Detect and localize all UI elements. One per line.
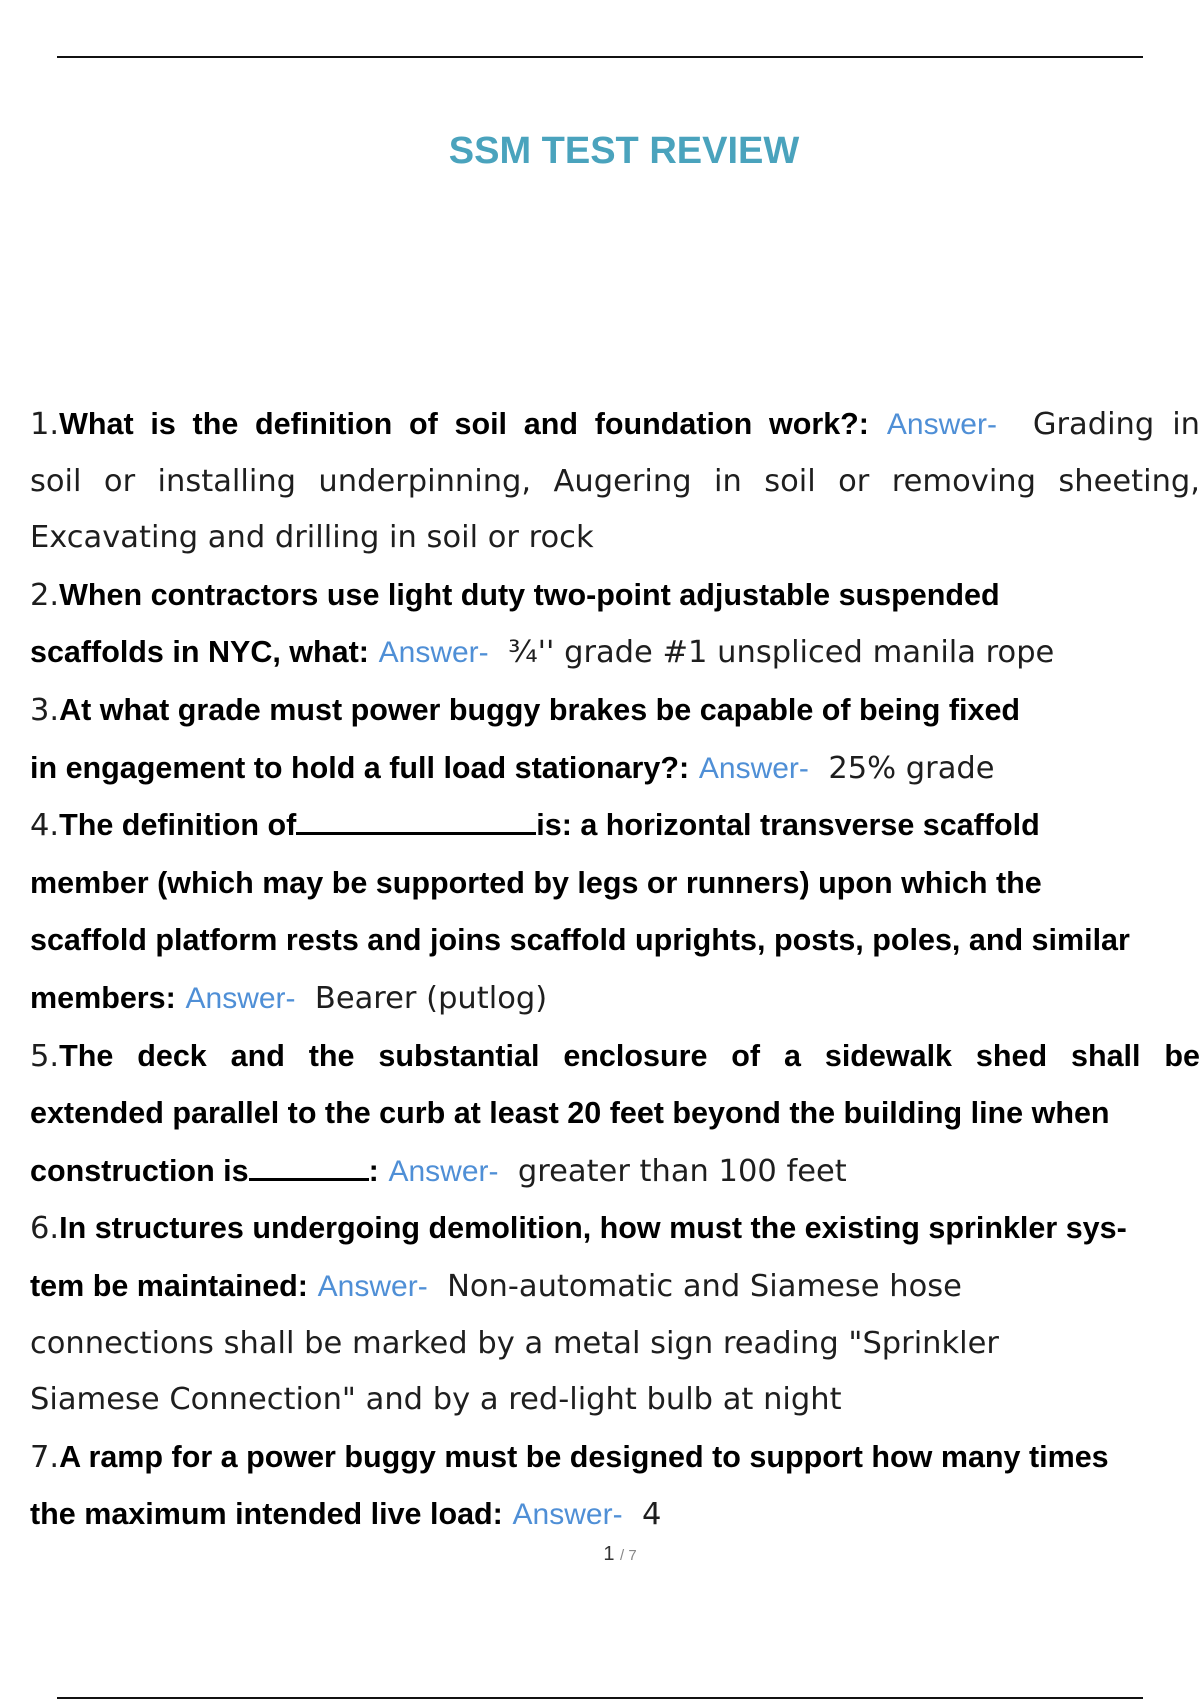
answer-label: Answer- [886, 408, 997, 441]
answer-label: Answer- [378, 636, 489, 670]
question-text: extended parallel to the curb at least 20 feet beyond the building line when [30, 1096, 1110, 1131]
question-text: tem be maintained: [30, 1268, 308, 1303]
question-line [30, 912, 1200, 970]
question-text: : [368, 1153, 379, 1188]
question-text: The definition of [59, 808, 297, 843]
question-line [30, 1316, 1200, 1373]
question-number: 7. [30, 1439, 60, 1475]
question-line [30, 396, 1200, 454]
question-number: 2. [30, 577, 60, 613]
question-line [30, 682, 1200, 740]
question-line [30, 1085, 1200, 1143]
question-text: The deck and the substantial enclosure of a sidewalk shed shall be [59, 1038, 1200, 1073]
question-text: construction is [30, 1153, 249, 1188]
answer-label: Answer- [317, 1269, 428, 1303]
question-item [30, 396, 1200, 567]
question-line [30, 510, 1200, 567]
question-line [30, 1429, 1200, 1487]
question-text: What is the definition of soil and foundation work?: [59, 407, 869, 441]
answer-label: Answer- [185, 981, 296, 1015]
answer-text: Excavating and drilling in soil or rock [30, 520, 594, 556]
answer-text: Non-automatic and Siamese hose [447, 1268, 962, 1304]
answer-text: Grading in [1032, 407, 1200, 442]
question-line [30, 1200, 1200, 1258]
question-text: the maximum intended live load: [30, 1497, 503, 1532]
question-item [30, 682, 1200, 797]
page-total: / 7 [620, 1547, 637, 1564]
question-list [30, 396, 1200, 1544]
answer-text: Bearer (putlog) [314, 980, 548, 1016]
question-item [30, 1429, 1200, 1544]
question-line [30, 1028, 1200, 1086]
question-item [30, 1200, 1200, 1428]
question-line [30, 970, 1200, 1028]
answer-text: Siamese Connection" and by a red-light bulb at night [30, 1382, 842, 1418]
answer-text: connections shall be marked by a metal sign reading "Sprinkler [30, 1325, 999, 1361]
page-title: SSM TEST REVIEW [448, 130, 800, 172]
question-line [30, 1372, 1200, 1429]
question-text: In structures undergoing demolition, how must the existing sprinkler sys- [59, 1211, 1127, 1246]
bottom-rule [57, 1697, 1143, 1699]
question-line [30, 797, 1200, 855]
question-line [30, 454, 1200, 511]
question-number: 5. [30, 1038, 60, 1074]
question-line [30, 1258, 1200, 1316]
question-line [30, 855, 1200, 913]
page-number [0, 1543, 1200, 1566]
question-number: 1. [30, 407, 60, 442]
question-text: member (which may be supported by legs or runners) upon which the [30, 865, 1042, 900]
answer-text: greater than 100 feet [517, 1153, 847, 1189]
question-line [30, 624, 1200, 682]
answer-label: Answer- [388, 1154, 499, 1188]
fill-in-blank [296, 804, 536, 835]
question-number: 6. [30, 1211, 60, 1247]
question-item [30, 567, 1200, 682]
question-line [30, 740, 1200, 798]
question-number: 3. [30, 692, 60, 728]
question-line [30, 1143, 1200, 1201]
question-line [30, 567, 1200, 625]
answer-text: soil or installing underpinning, Augering in soil or removing sheeting, [30, 463, 1200, 499]
answer-label: Answer- [698, 751, 809, 785]
question-text: in engagement to hold a full load stationary?: [30, 750, 690, 785]
question-text: A ramp for a power buggy must be designed to support how many times [59, 1439, 1109, 1474]
answer-text: ¾'' grade #1 unspliced manila rope [508, 635, 1055, 671]
answer-text: 4 [641, 1497, 662, 1533]
answer-text: 25% grade [828, 750, 995, 786]
answer-label: Answer- [512, 1498, 623, 1532]
question-item [30, 1028, 1200, 1201]
top-rule [57, 56, 1143, 58]
question-text: scaffold platform rests and joins scaffold uprights, posts, poles, and similar [30, 923, 1130, 958]
question-text: is: a horizontal transverse scaffold [536, 808, 1040, 843]
question-text: members: [30, 980, 176, 1015]
question-text: When contractors use light duty two-point adjustable suspended [59, 577, 1000, 612]
question-line [30, 1486, 1200, 1544]
question-number: 4. [30, 808, 60, 844]
fill-in-blank [249, 1150, 369, 1181]
question-text: scaffolds in NYC, what: [30, 635, 369, 670]
question-text: At what grade must power buggy brakes be capable of being fixed [59, 692, 1021, 727]
question-item [30, 797, 1200, 1027]
page-current: 1 [603, 1543, 615, 1565]
